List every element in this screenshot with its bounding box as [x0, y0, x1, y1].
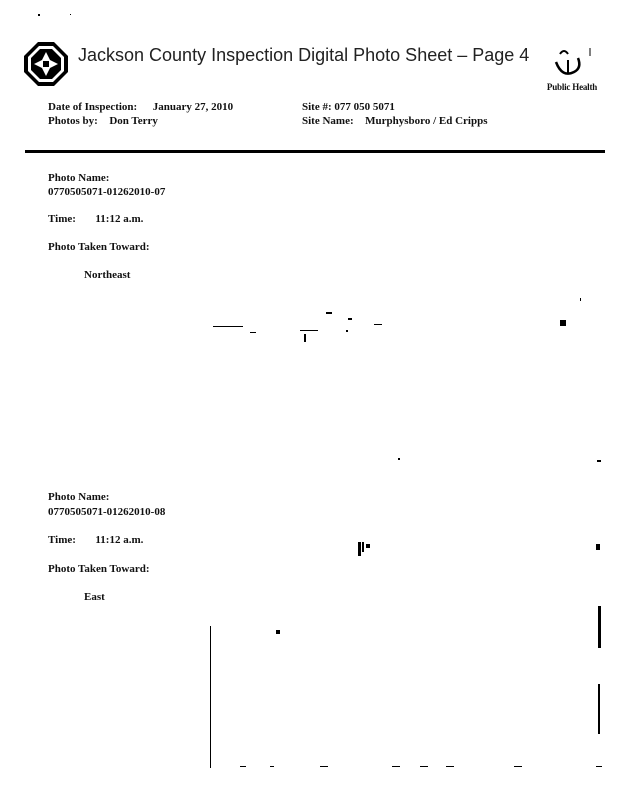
site-name-value: Murphysboro / Ed Cripps	[365, 115, 488, 127]
photo-1-time-value: 11:12 a.m.	[95, 213, 144, 225]
photo-1-toward-label: Photo Taken Toward:	[48, 241, 150, 253]
date-of-inspection	[48, 101, 233, 113]
site-no-label: Site #:	[302, 101, 332, 113]
page-title: Jackson County Inspection Digital Photo Sheet – Page 4	[78, 45, 530, 65]
scan-speck	[38, 14, 40, 16]
site-number	[302, 101, 395, 113]
photo-2-time	[48, 534, 143, 546]
photo-2-time-label: Time:	[48, 534, 76, 546]
site-name	[302, 115, 487, 127]
public-health-logo-text: Public Health	[546, 82, 598, 92]
photo-1-name-label: Photo Name:	[48, 172, 110, 184]
site-name-label: Site Name:	[302, 115, 354, 127]
photo-1-toward-value: Northeast	[84, 269, 131, 281]
photo-2-time-value: 11:12 a.m.	[95, 534, 144, 546]
photo-2-name-label: Photo Name:	[48, 491, 110, 503]
site-no-value: 077 050 5071	[334, 101, 395, 113]
date-label: Date of Inspection:	[48, 101, 138, 113]
photo-1-time-label: Time:	[48, 213, 76, 225]
scan-speck	[70, 14, 71, 15]
photo-2-name-value: 0770505071-01262010-08	[48, 506, 166, 518]
county-seal-icon	[22, 40, 70, 88]
photos-by-label: Photos by:	[48, 115, 98, 127]
date-value: January 27, 2010	[152, 101, 234, 113]
photo-2-toward-label: Photo Taken Toward:	[48, 563, 150, 575]
photo-2-toward-value: East	[84, 591, 105, 603]
photos-by-value: Don Terry	[109, 115, 158, 127]
photo-1-name-value: 0770505071-01262010-07	[48, 186, 166, 198]
photo-1-time	[48, 213, 143, 225]
public-health-logo-icon	[538, 44, 608, 96]
photos-by	[48, 115, 158, 127]
header-divider	[25, 150, 605, 153]
